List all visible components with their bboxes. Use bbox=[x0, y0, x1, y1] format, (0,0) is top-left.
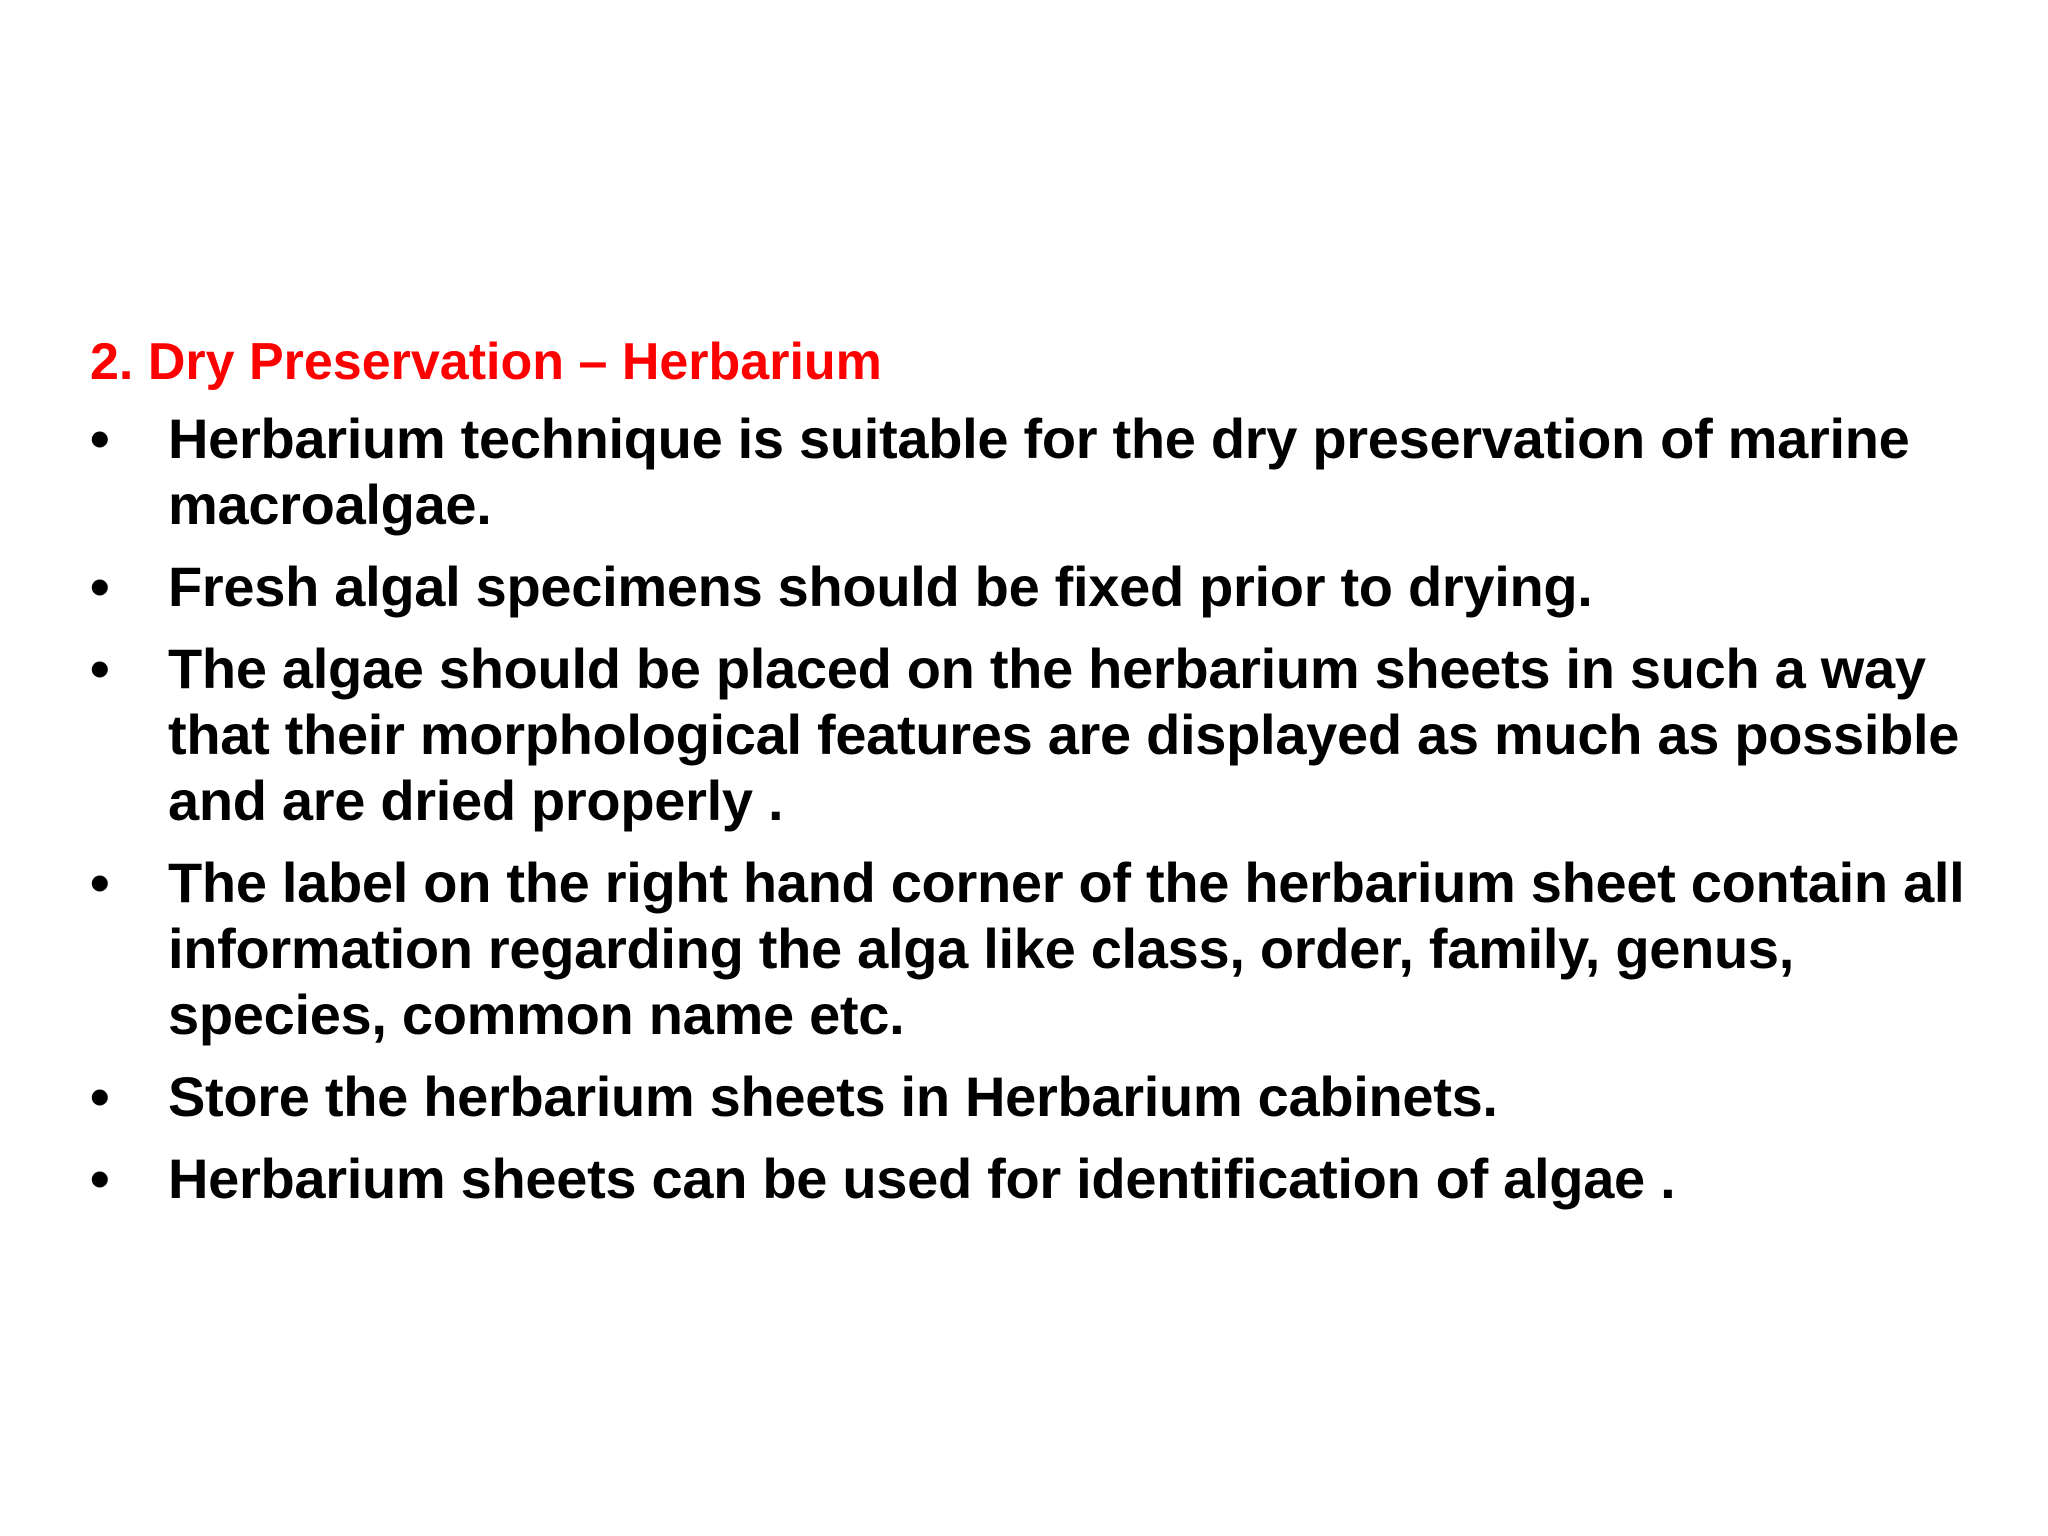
list-item bbox=[90, 1064, 2025, 1130]
bullet-icon: • bbox=[90, 637, 110, 700]
list-item bbox=[90, 406, 2025, 538]
bullet-text: Store the herbarium sheets in Herbarium cabinets. bbox=[168, 1065, 1498, 1128]
bullet-text: Herbarium sheets can be used for identification of algae . bbox=[168, 1147, 1676, 1210]
bullet-text: Herbarium technique is suitable for the dry preservation of marine macroalgae. bbox=[168, 407, 1910, 536]
bullet-icon: • bbox=[90, 851, 110, 914]
bullet-icon: • bbox=[90, 555, 110, 618]
slide-title: 2. Dry Preservation – Herbarium bbox=[90, 333, 882, 391]
bullet-icon: • bbox=[90, 1147, 110, 1210]
bullet-text: Fresh algal specimens should be fixed prior to drying. bbox=[168, 555, 1593, 618]
list-item bbox=[90, 1146, 2025, 1212]
bullet-icon: • bbox=[90, 407, 110, 470]
bullet-text: The algae should be placed on the herbarium sheets in such a way that their morphological features are displayed as much as possible and are dried properly . bbox=[168, 637, 1960, 832]
bullet-text: The label on the right hand corner of the herbarium sheet contain all information regarding the alga like class, order, family, genus, species, common name etc. bbox=[168, 851, 1965, 1046]
bullet-icon: • bbox=[90, 1065, 110, 1128]
list-item bbox=[90, 554, 2025, 620]
list-item bbox=[90, 636, 2025, 834]
list-item bbox=[90, 850, 2025, 1048]
bullet-list bbox=[90, 406, 2025, 1228]
